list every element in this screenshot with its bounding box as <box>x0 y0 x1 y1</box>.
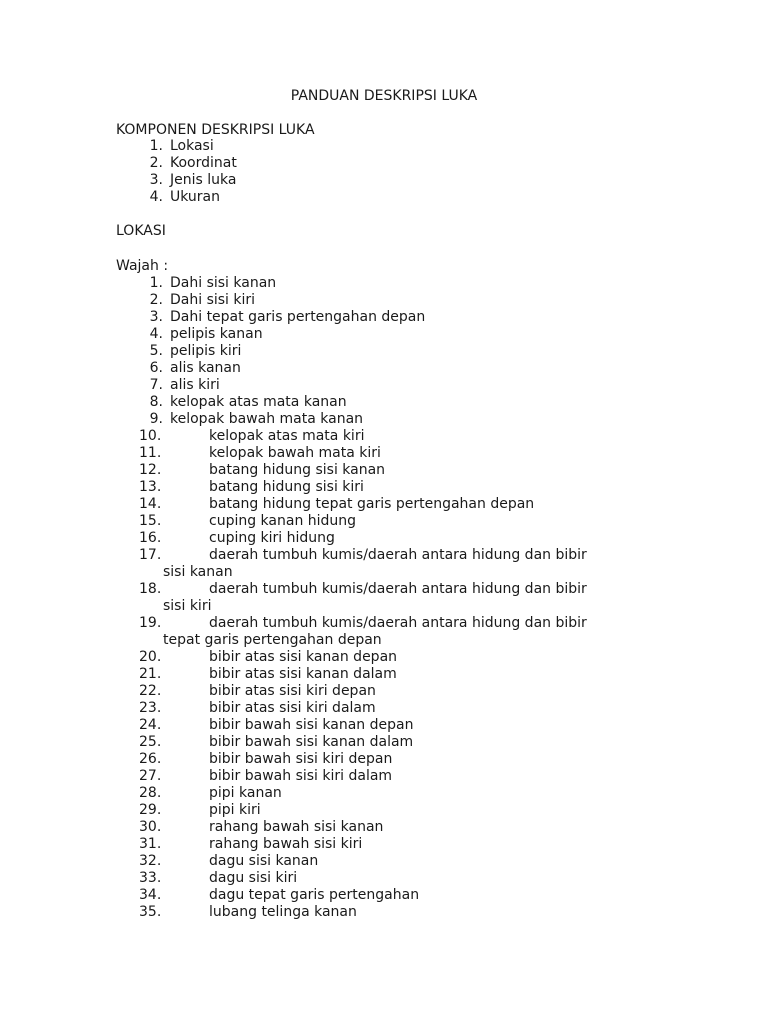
item-text: alis kanan <box>170 360 241 376</box>
item-number: 30. <box>139 819 162 835</box>
item-number: 16. <box>139 530 162 546</box>
list-item <box>116 615 656 649</box>
item-text: batang hidung sisi kanan <box>209 462 386 478</box>
item-text: Ukuran <box>170 189 221 205</box>
item-number: 10. <box>139 428 162 444</box>
item-text: Lokasi <box>170 138 214 154</box>
item-number: 2. <box>149 155 163 171</box>
item-text: daerah tumbuh kumis/daerah antara hidung dan bibir <box>209 547 587 563</box>
list-item <box>116 802 656 819</box>
item-number: 15. <box>139 513 162 529</box>
list-item <box>116 445 656 462</box>
list-item <box>116 309 656 326</box>
item-text: bibir bawah sisi kiri depan <box>209 751 393 767</box>
face-heading: Wajah : <box>116 258 169 274</box>
item-number: 29. <box>139 802 162 818</box>
item-number: 8. <box>149 394 163 410</box>
item-number: 1. <box>149 275 163 291</box>
item-text: rahang bawah sisi kanan <box>209 819 384 835</box>
item-text: bibir atas sisi kiri dalam <box>209 700 376 716</box>
page-title: PANDUAN DESKRIPSI LUKA <box>290 88 478 104</box>
item-text-continued: sisi kanan <box>163 564 233 580</box>
list-item <box>116 581 656 615</box>
item-number: 20. <box>139 649 162 665</box>
item-number: 28. <box>139 785 162 801</box>
list-item <box>116 292 656 309</box>
item-text: alis kiri <box>170 377 220 393</box>
item-number: 34. <box>139 887 162 903</box>
item-text: pipi kiri <box>209 802 261 818</box>
item-text: rahang bawah sisi kiri <box>209 836 363 852</box>
item-text: Jenis luka <box>170 172 237 188</box>
item-text: kelopak atas mata kiri <box>209 428 365 444</box>
list-item <box>116 666 656 683</box>
item-number: 23. <box>139 700 162 716</box>
list-item <box>116 649 656 666</box>
list-item <box>116 496 656 513</box>
item-number: 21. <box>139 666 162 682</box>
list-item <box>116 836 656 853</box>
item-number: 27. <box>139 768 162 784</box>
list-item <box>116 377 656 394</box>
item-text: Dahi sisi kanan <box>170 275 277 291</box>
item-text: dagu sisi kiri <box>209 870 298 886</box>
list-item <box>116 360 656 377</box>
list-item <box>116 428 656 445</box>
list-item <box>116 717 656 734</box>
item-text: kelopak atas mata kanan <box>170 394 347 410</box>
item-number: 33. <box>139 870 162 886</box>
item-text: bibir atas sisi kiri depan <box>209 683 376 699</box>
item-text: daerah tumbuh kumis/daerah antara hidung dan bibir <box>209 615 587 631</box>
item-number: 1. <box>149 138 163 154</box>
item-text: daerah tumbuh kumis/daerah antara hidung dan bibir <box>209 581 587 597</box>
item-text: pipi kanan <box>209 785 282 801</box>
item-text: dagu sisi kanan <box>209 853 319 869</box>
item-text: lubang telinga kanan <box>209 904 357 920</box>
list-item <box>116 870 656 887</box>
item-number: 14. <box>139 496 162 512</box>
list-item <box>116 394 656 411</box>
item-text: bibir bawah sisi kiri dalam <box>209 768 393 784</box>
list-item <box>116 189 656 206</box>
item-number: 11. <box>139 445 162 461</box>
item-number: 9. <box>149 411 163 427</box>
item-number: 26. <box>139 751 162 767</box>
item-text: bibir bawah sisi kanan depan <box>209 717 414 733</box>
list-item <box>116 479 656 496</box>
list-item <box>116 819 656 836</box>
list-item <box>116 853 656 870</box>
item-text: Koordinat <box>170 155 237 171</box>
list-item <box>116 734 656 751</box>
item-text-continued: tepat garis pertengahan depan <box>163 632 382 648</box>
item-number: 31. <box>139 836 162 852</box>
list-item <box>116 904 656 921</box>
item-text: dagu tepat garis pertengahan <box>209 887 420 903</box>
item-number: 4. <box>149 189 163 205</box>
item-number: 6. <box>149 360 163 376</box>
item-number: 22. <box>139 683 162 699</box>
item-number: 19. <box>139 615 162 631</box>
item-number: 12. <box>139 462 162 478</box>
list-item <box>116 887 656 904</box>
item-text: bibir atas sisi kanan dalam <box>209 666 397 682</box>
list-item <box>116 326 656 343</box>
item-text: batang hidung tepat garis pertengahan depan <box>209 496 535 512</box>
list-item <box>116 768 656 785</box>
list-item <box>116 530 656 547</box>
list-item <box>116 411 656 428</box>
item-text: pelipis kanan <box>170 326 263 342</box>
item-number: 5. <box>149 343 163 359</box>
item-text: bibir bawah sisi kanan dalam <box>209 734 414 750</box>
item-number: 35. <box>139 904 162 920</box>
item-number: 17. <box>139 547 162 563</box>
list-item <box>116 155 656 172</box>
list-item <box>116 513 656 530</box>
item-text: kelopak bawah mata kiri <box>209 445 381 461</box>
components-heading: KOMPONEN DESKRIPSI LUKA <box>116 122 315 138</box>
item-text: Dahi sisi kiri <box>170 292 256 308</box>
item-number: 13. <box>139 479 162 495</box>
item-text: kelopak bawah mata kanan <box>170 411 364 427</box>
list-item <box>116 700 656 717</box>
list-item <box>116 751 656 768</box>
item-number: 3. <box>149 309 163 325</box>
list-item <box>116 138 656 155</box>
item-text-continued: sisi kiri <box>163 598 212 614</box>
list-item <box>116 683 656 700</box>
item-text: Dahi tepat garis pertengahan depan <box>170 309 426 325</box>
item-number: 3. <box>149 172 163 188</box>
location-heading: LOKASI <box>116 223 166 239</box>
item-number: 24. <box>139 717 162 733</box>
item-text: cuping kiri hidung <box>209 530 335 546</box>
list-item <box>116 785 656 802</box>
list-item <box>116 172 656 189</box>
item-text: batang hidung sisi kiri <box>209 479 364 495</box>
list-item <box>116 547 656 581</box>
list-item <box>116 275 656 292</box>
list-item <box>116 462 656 479</box>
item-number: 18. <box>139 581 162 597</box>
components-list <box>116 138 656 206</box>
item-text: bibir atas sisi kanan depan <box>209 649 398 665</box>
item-number: 25. <box>139 734 162 750</box>
item-text: cuping kanan hidung <box>209 513 357 529</box>
item-number: 4. <box>149 326 163 342</box>
item-number: 2. <box>149 292 163 308</box>
item-number: 32. <box>139 853 162 869</box>
list-item <box>116 343 656 360</box>
face-list <box>116 275 656 921</box>
item-text: pelipis kiri <box>170 343 242 359</box>
item-number: 7. <box>149 377 163 393</box>
